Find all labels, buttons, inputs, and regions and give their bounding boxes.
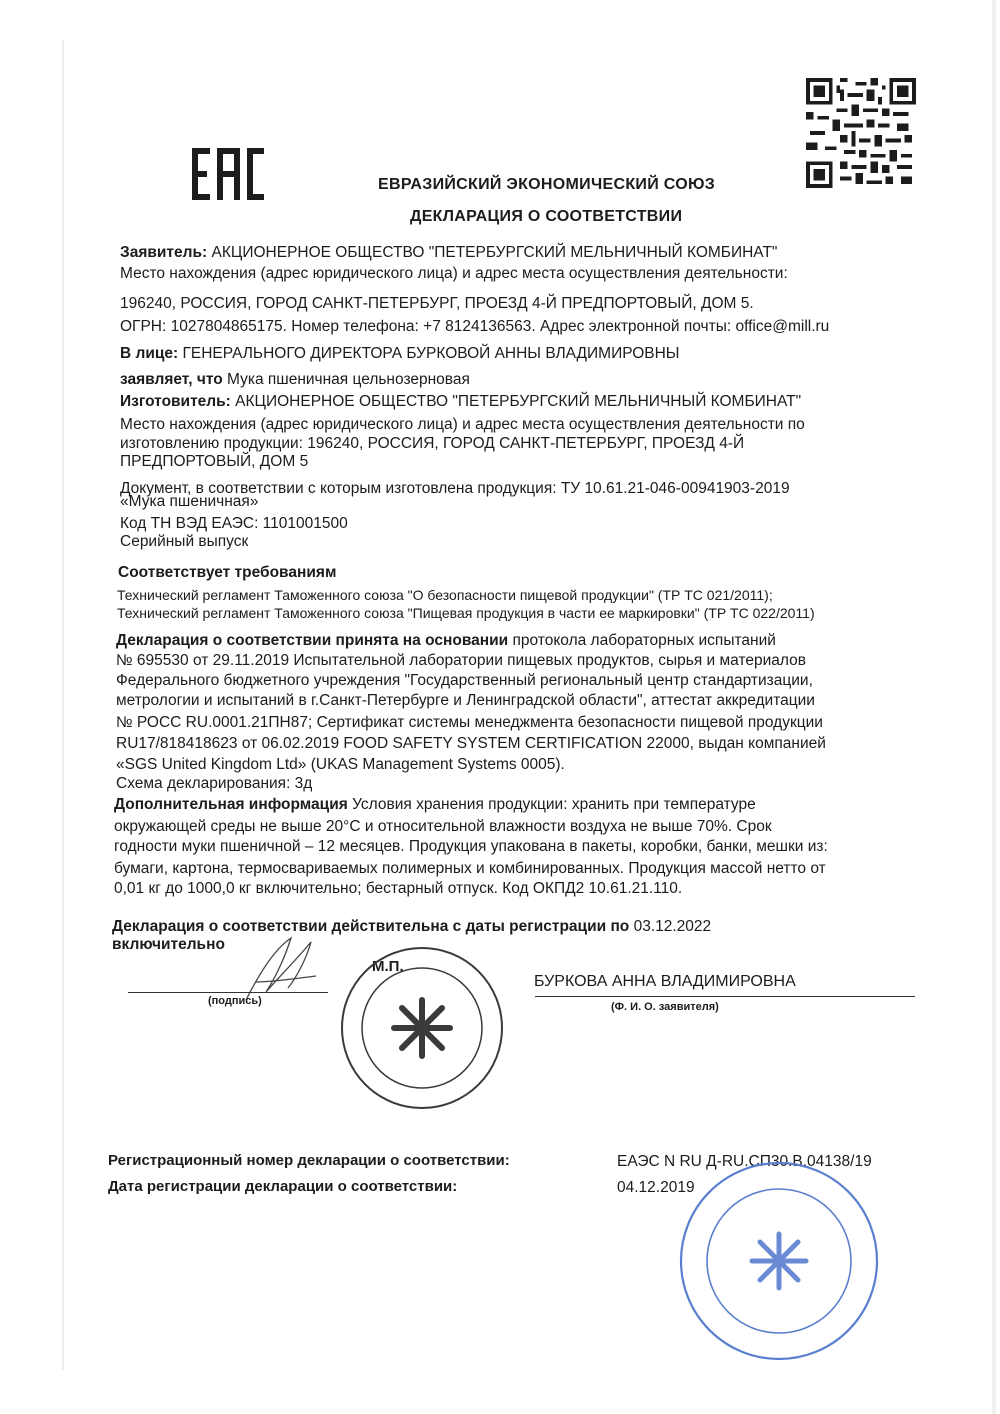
signature-caption: (подпись) xyxy=(208,995,262,1007)
additional-line xyxy=(114,796,756,814)
basis-label: Декларация о соответствии принята на основании xyxy=(116,632,509,649)
applicant-label: Заявитель: xyxy=(120,244,208,261)
serial-release: Серийный выпуск xyxy=(120,533,249,550)
company-seal-icon xyxy=(332,938,512,1118)
seal-place-label: М.П. xyxy=(372,958,404,975)
manufacturer-line xyxy=(120,393,801,411)
basis-line-3: Федерального бюджетного учреждения "Государственный региональный центр стандартизации, xyxy=(116,672,813,689)
qr-code-icon xyxy=(806,76,916,190)
validity-inclusive: включительно xyxy=(112,936,225,953)
additional-line-3: годности муки пшеничной – 12 месяцев. Продукция упакована в пакеты, коробки, банки, мешки из: xyxy=(114,838,828,855)
basis-line-4: метрологии и испытаний в г.Санкт-Петербурге и Ленинградской области", аттестат аккредитации xyxy=(116,692,815,709)
basis-line-7: «SGS United Kingdom Ltd» (UKAS Management Systems 0005). xyxy=(116,756,565,773)
requirement-item: Технический регламент Таможенного союза "О безопасности пищевой продукции" (ТР ТС 021/2011); xyxy=(117,587,773,603)
eac-logo-icon xyxy=(190,146,266,202)
product-document: Документ, в соответствии с которым изготовлена продукция: ТУ 10.61.21-046-00941903-2019 xyxy=(120,480,790,497)
additional-text: Условия хранения продукции: хранить при температуре xyxy=(347,796,756,813)
registration-number: ЕАЭС N RU Д-RU.СП30.В.04138/19 xyxy=(617,1153,872,1170)
declares-value: Мука пшеничная цельнозерновая xyxy=(227,371,470,388)
declares-label: заявляет, что xyxy=(120,371,223,388)
basis-text: протокола лабораторных испытаний xyxy=(508,632,776,649)
additional-line-4: бумаги, картона, термосвариваемых полимерных и комбинированных. Продукция массой нетто от xyxy=(114,860,826,877)
additional-line-5: 0,01 кг до 1000,0 кг включительно; бестарный отпуск. Код ОКПД2 10.61.21.110. xyxy=(114,880,683,897)
registration-seal-icon xyxy=(676,1158,882,1364)
requirements-label: Соответствует требованиям xyxy=(118,564,337,581)
manufacturer-label: Изготовитель: xyxy=(120,393,231,410)
name-caption: (Ф. И. О. заявителя) xyxy=(611,1001,719,1013)
scan-edge xyxy=(992,0,996,1414)
manufacturer-name: АКЦИОНЕРНОЕ ОБЩЕСТВО "ПЕТЕРБУРГСКИЙ МЕЛЬНИЧНЫЙ КОМБИНАТ" xyxy=(235,393,802,410)
basis-line-6: RU17/818418623 от 06.02.2019 FOOD SAFETY SYSTEM CERTIFICATION 22000, выдан компанией xyxy=(116,735,826,752)
registration-date: 04.12.2019 xyxy=(617,1179,695,1196)
applicant-address-1: Место нахождения (адрес юридического лица) и адрес места осуществления деятельности: xyxy=(120,265,788,282)
applicant-name: АКЦИОНЕРНОЕ ОБЩЕСТВО "ПЕТЕРБУРГСКИЙ МЕЛЬНИЧНЫЙ КОМБИНАТ" xyxy=(211,244,778,261)
registration-number-label: Регистрационный номер декларации о соответствии: xyxy=(108,1152,510,1169)
basis-line-5: № РОСС RU.0001.21ПН87; Сертификат системы менеджмента безопасности пищевой продукции xyxy=(116,714,823,731)
scan-edge xyxy=(62,40,64,1370)
validity-label: Декларация о соответствии действительна с даты регистрации по xyxy=(112,918,630,935)
tn-ved-code: Код ТН ВЭД ЕАЭС: 1101001500 xyxy=(120,515,348,532)
document-title: ДЕКЛАРАЦИЯ О СООТВЕТСТВИИ xyxy=(410,208,683,225)
manufacturer-address-1: Место нахождения (адрес юридического лица) и адрес места осуществления деятельности по xyxy=(120,416,805,433)
representative-line xyxy=(120,345,680,363)
basis-line-2: № 695530 от 29.11.2019 Испытательной лаборатории пищевых продуктов, сырья и материалов xyxy=(116,652,806,669)
applicant-line xyxy=(120,244,777,262)
representative-label: В лице: xyxy=(120,345,179,362)
declaration-scheme: Схема декларирования: 3д xyxy=(116,775,313,792)
basis-line xyxy=(116,632,776,650)
manufacturer-address-2: изготовлению продукции: 196240, РОССИЯ, ГОРОД САНКТ-ПЕТЕРБУРГ, ПРОЕЗД 4-Й xyxy=(120,435,745,452)
additional-label: Дополнительная информация xyxy=(114,796,348,813)
product-document-name: «Мука пшеничная» xyxy=(120,493,259,510)
applicant-address-2: 196240, РОССИЯ, ГОРОД САНКТ-ПЕТЕРБУРГ, ПРОЕЗД 4-Й ПРЕДПОРТОВЫЙ, ДОМ 5. xyxy=(120,295,754,312)
applicant-contacts: ОГРН: 1027804865175. Номер телефона: +7 8124136563. Адрес электронной почты: office@mill.ru xyxy=(120,318,830,335)
union-heading: ЕВРАЗИЙСКИЙ ЭКОНОМИЧЕСКИЙ СОЮЗ xyxy=(378,176,716,193)
requirement-item: Технический регламент Таможенного союза "Пищевая продукция в части ее маркировки" (ТР ТС 022/2011) xyxy=(117,605,815,621)
validity-line xyxy=(112,918,711,936)
additional-line-2: окружающей среды не выше 20°С и относительной влажности воздуха не выше 70%. Срок xyxy=(114,818,772,835)
validity-date: 03.12.2022 xyxy=(629,918,712,935)
representative-value: ГЕНЕРАЛЬНОГО ДИРЕКТОРА БУРКОВОЙ АННЫ ВЛАДИМИРОВНЫ xyxy=(182,345,680,362)
manufacturer-address-3: ПРЕДПОРТОВЫЙ, ДОМ 5 xyxy=(120,453,309,470)
name-line xyxy=(535,996,915,997)
signer-name: БУРКОВА АННА ВЛАДИМИРОВНА xyxy=(534,973,796,990)
registration-date-label: Дата регистрации декларации о соответствии: xyxy=(108,1178,458,1195)
declares-line xyxy=(120,371,470,389)
